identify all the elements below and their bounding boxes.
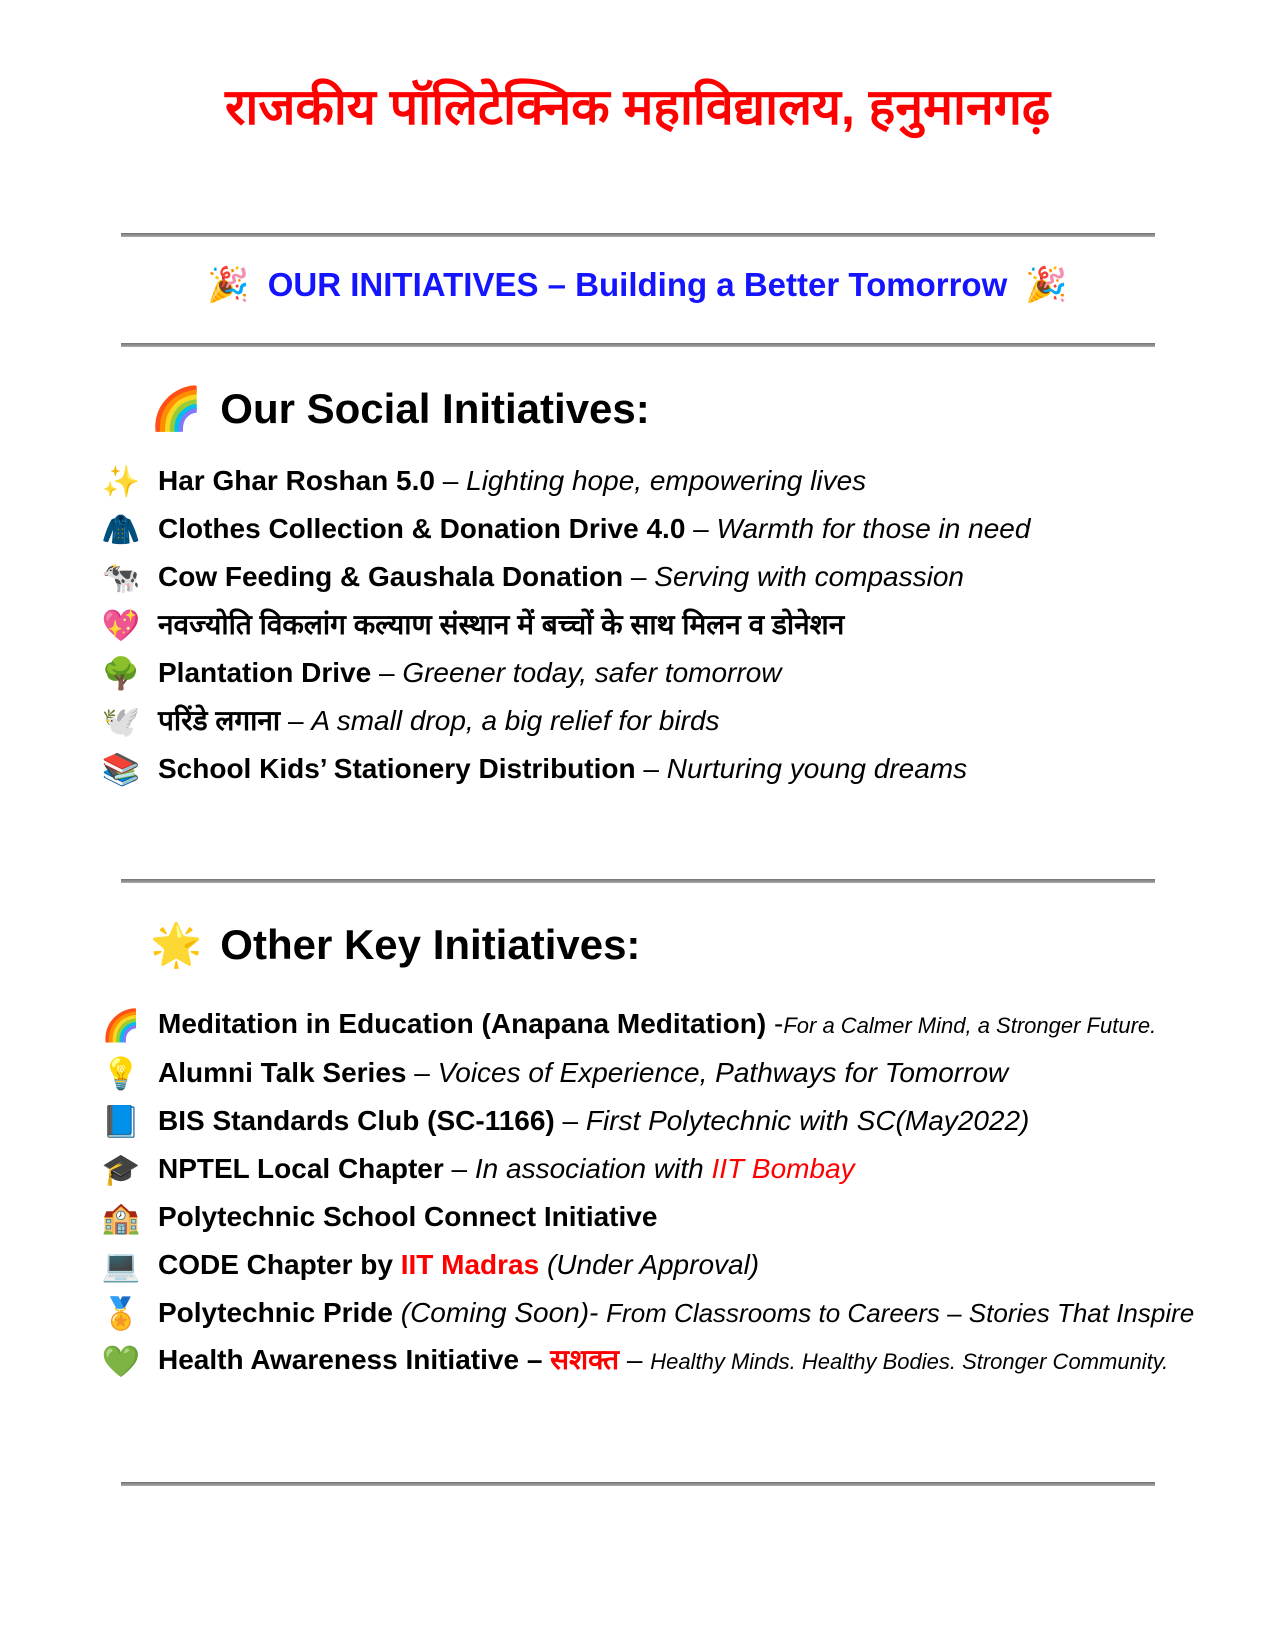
cow-icon: 🐄 xyxy=(101,559,141,595)
books-icon: 📚 xyxy=(101,751,141,787)
list-item-text: Polytechnic School Connect Initiative xyxy=(158,1201,658,1232)
section-social-initiatives xyxy=(0,385,1275,793)
section-heading xyxy=(0,921,1275,969)
list-item-text: परिंडे लगाना – A small drop, a big relief for birds xyxy=(158,705,720,736)
list-item xyxy=(0,1241,1275,1289)
tree-icon: 🌳 xyxy=(101,655,141,691)
section-heading xyxy=(0,385,1275,433)
list-item xyxy=(0,649,1275,697)
list-item-text: BIS Standards Club (SC-1166) – First Polytechnic with SC(May2022) xyxy=(158,1105,1030,1136)
list-item xyxy=(0,1145,1275,1193)
school-icon: 🏫 xyxy=(101,1199,141,1235)
list-item-text: नवज्योति विकलांग कल्याण संस्थान में बच्चों के साथ मिलन व डोनेशन xyxy=(158,609,845,640)
other-key-initiatives-list xyxy=(0,1001,1275,1385)
blue-book-icon: 📘 xyxy=(101,1103,141,1139)
list-item xyxy=(0,1097,1275,1145)
rainbow-icon: 🌈 xyxy=(101,1007,141,1043)
party-popper-icon: 🎉 xyxy=(207,266,250,304)
divider xyxy=(121,879,1155,883)
list-item-text: Alumni Talk Series – Voices of Experience, Pathways for Tomorrow xyxy=(158,1057,1009,1088)
list-item xyxy=(0,1193,1275,1241)
list-item xyxy=(0,745,1275,793)
divider xyxy=(121,343,1155,347)
list-item-text: Har Ghar Roshan 5.0 – Lighting hope, empowering lives xyxy=(158,465,867,496)
list-item-text: Health Awareness Initiative – सशक्त – Healthy Minds. Healthy Bodies. Stronger Community. xyxy=(158,1344,1169,1375)
list-item-text: School Kids’ Stationery Distribution – Nurturing young dreams xyxy=(158,753,968,784)
graduation-cap-icon: 🎓 xyxy=(101,1151,141,1187)
dove-icon: 🕊️ xyxy=(101,703,141,739)
party-popper-icon: 🎉 xyxy=(1025,266,1068,304)
sparkling-heart-icon: 💖 xyxy=(101,607,141,643)
rainbow-icon: 🌈 xyxy=(150,385,203,432)
sparkles-icon: ✨ xyxy=(101,463,141,499)
coat-icon: 🧥 xyxy=(101,511,141,547)
green-heart-icon: 💚 xyxy=(101,1343,141,1379)
divider xyxy=(121,233,1155,237)
list-item-text: Polytechnic Pride (Coming Soon)- From Classrooms to Careers – Stories That Inspire xyxy=(158,1297,1195,1328)
list-item xyxy=(0,1049,1275,1097)
list-item xyxy=(0,1001,1275,1049)
list-item xyxy=(0,457,1275,505)
list-item xyxy=(0,1337,1275,1385)
initiatives-banner xyxy=(0,265,1275,305)
glowing-star-icon: 🌟 xyxy=(150,921,203,968)
list-item xyxy=(0,553,1275,601)
list-item-text: Meditation in Education (Anapana Meditation) -For a Calmer Mind, a Stronger Future. xyxy=(158,1008,1157,1039)
banner-text: OUR INITIATIVES – Building a Better Tomorrow xyxy=(267,266,1008,303)
sports-medal-icon: 🏅 xyxy=(101,1295,141,1331)
list-item-text: CODE Chapter by IIT Madras (Under Approval) xyxy=(158,1249,760,1280)
social-initiatives-list xyxy=(0,457,1275,793)
laptop-icon: 💻 xyxy=(101,1247,141,1283)
list-item-text: Cow Feeding & Gaushala Donation – Serving with compassion xyxy=(158,561,964,592)
list-item xyxy=(0,505,1275,553)
list-item xyxy=(0,697,1275,745)
section-other-key-initiatives xyxy=(0,921,1275,1385)
list-item-text: Clothes Collection & Donation Drive 4.0 – Warmth for those in need xyxy=(158,513,1031,544)
section-heading-text: Other Key Initiatives: xyxy=(220,921,641,968)
section-heading-text: Our Social Initiatives: xyxy=(220,385,650,432)
page-title: राजकीय पॉलिटेक्निक महाविद्यालय, हनुमानगढ़ xyxy=(224,79,1050,135)
light-bulb-icon: 💡 xyxy=(101,1055,141,1091)
list-item-text: Plantation Drive – Greener today, safer tomorrow xyxy=(158,657,782,688)
list-item-text: NPTEL Local Chapter – In association with IIT Bombay xyxy=(158,1153,855,1184)
list-item xyxy=(0,601,1275,649)
divider xyxy=(121,1482,1155,1486)
list-item xyxy=(0,1289,1275,1337)
